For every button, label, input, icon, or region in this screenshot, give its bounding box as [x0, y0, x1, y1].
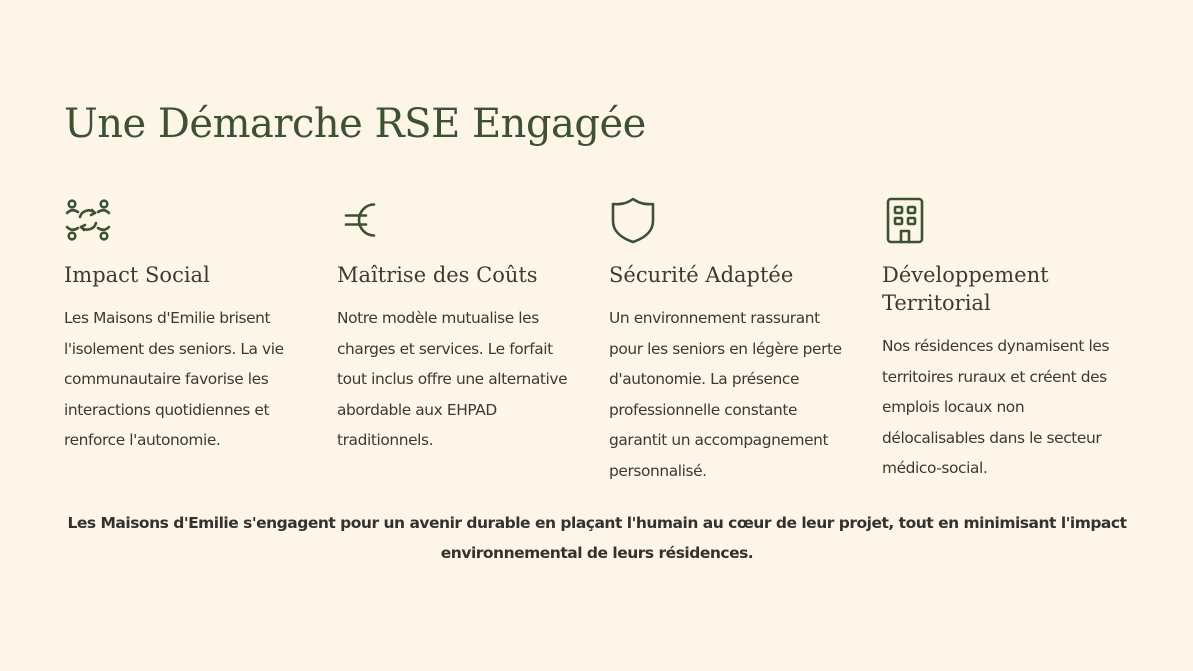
feature-securite-adaptee — [609, 196, 857, 486]
section-title: Une Démarche RSE Engagée — [64, 101, 646, 147]
feature-title: Impact Social — [64, 263, 210, 287]
feature-maitrise-couts — [337, 196, 585, 456]
feature-text: Notre modèle mutualise les charges et services. Le forfait tout inclus offre une alternative abordable aux EHPAD traditionnels. — [337, 309, 568, 449]
feature-title: Maîtrise des Coûts — [337, 263, 538, 287]
shield-icon — [609, 196, 657, 244]
euro-icon — [337, 196, 385, 244]
feature-impact-social — [64, 196, 312, 456]
rse-section — [64, 0, 1144, 671]
feature-title: Sécurité Adaptée — [609, 263, 794, 287]
feature-text: Un environnement rassurant pour les seniors en légère perte d'autonomie. La présence professionnelle constante garantit un accompagnement personnalisé. — [609, 309, 842, 480]
building-icon — [882, 196, 930, 244]
people-network-icon — [64, 196, 112, 244]
feature-text: Les Maisons d'Emilie brisent l'isolement des seniors. La vie communautaire favorise les interactions quotidiennes et renforce l'autonomie. — [64, 309, 284, 449]
feature-title: Développement Territorial — [882, 263, 1049, 315]
closing-statement: Les Maisons d'Emilie s'engagent pour un avenir durable en plaçant l'humain au cœur de leur projet, tout en minimisant l'impact environnemental de leurs résidences. — [67, 514, 1127, 562]
feature-developpement-territorial — [882, 196, 1130, 484]
features-grid — [64, 196, 1144, 496]
feature-text: Nos résidences dynamisent les territoires ruraux et créent des emplois locaux non délocalisables dans le secteur médico-social. — [882, 337, 1110, 477]
